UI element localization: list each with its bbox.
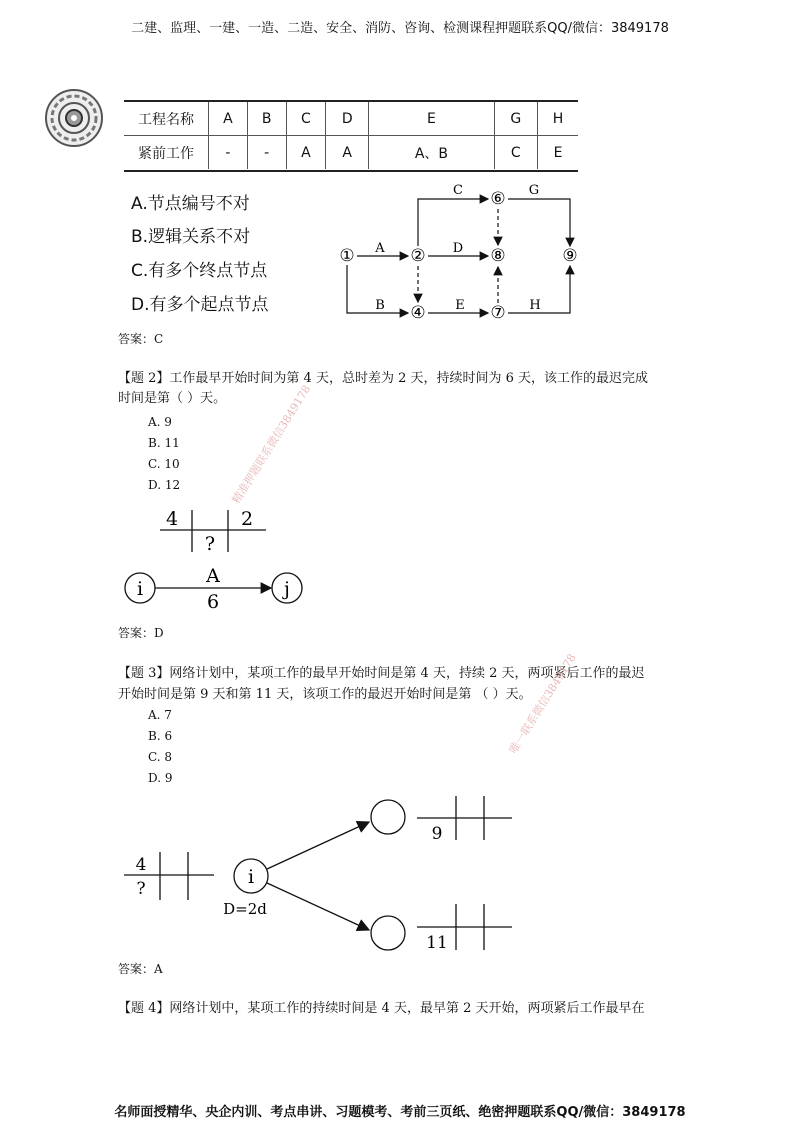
q1-option-b: B.逻辑关系不对: [131, 227, 251, 247]
node-7: ⑦: [490, 303, 506, 323]
predecessor-table: [124, 102, 578, 170]
q2-answer: 答案：D: [118, 626, 164, 640]
unknown-value: ?: [204, 533, 216, 555]
node-j-label: j: [284, 578, 290, 600]
successor-node-2: [371, 916, 405, 950]
q1-option-c: C.有多个终点节点: [131, 261, 268, 281]
table-cell: 紧前工作: [138, 145, 194, 162]
q1-option-a: A.节点编号不对: [131, 194, 250, 214]
table-row: [124, 136, 578, 170]
q3-stem-line1: 【题 3】网络计划中，某项工作的最早开始时间是第 4 天，持续 2 天，两项紧后工作的最迟: [118, 666, 645, 681]
table-cell: A: [286, 136, 326, 170]
node-i-label: i: [247, 866, 255, 888]
activity-duration: 6: [206, 591, 220, 612]
q3-option-c: C. 8: [148, 750, 173, 764]
q4-stem-line1: 【题 4】网络计划中，某项工作的持续时间是 4 天，最早第 2 天开始，两项紧后工作最早在: [118, 1001, 645, 1016]
es-value: 4: [135, 855, 147, 875]
table-cell: H: [538, 102, 578, 136]
q3-network-diagram: [120, 792, 520, 954]
q2-time-diagram: [120, 502, 310, 612]
q2-option-d: D. 12: [148, 478, 181, 492]
page-header: 二建、监理、一建、一造、二造、安全、消防、咨询、检测课程押题联系QQ/微信：3849178: [131, 21, 669, 36]
node-9: ⑨: [562, 246, 578, 266]
node-6: ⑥: [490, 189, 506, 209]
activity-name: A: [206, 565, 220, 587]
ornamental-seal-icon: [44, 88, 104, 148]
table-cell: A: [326, 136, 369, 170]
label-b: B: [375, 298, 385, 313]
watermark-1: 精准押题联系微信3849178: [229, 382, 314, 506]
table-cell: C: [286, 102, 326, 136]
table-cell: D: [326, 102, 369, 136]
arrow-to-successor-1: [267, 822, 369, 869]
q3-option-b: B. 6: [148, 729, 173, 743]
node-2: ②: [410, 246, 426, 266]
label-c: C: [453, 183, 463, 198]
arrow-to-successor-2: [267, 883, 369, 930]
node-i-label: i: [136, 578, 144, 600]
q2-stem-line1: 【题 2】工作最早开始时间为第 4 天，总时差为 2 天，持续时间为 6 天，该工作的最迟完成: [118, 371, 649, 386]
ls-value-1: 9: [431, 824, 443, 844]
unknown-value: ?: [136, 879, 146, 899]
q2-option-a: A. 9: [148, 415, 172, 429]
q1-answer: 答案：C: [118, 332, 164, 346]
page-footer: 名师面授精华、央企内训、考点串讲、习题模考、考前三页纸、绝密押题联系QQ/微信：3849178: [114, 1105, 686, 1120]
es-value: 4: [165, 508, 179, 530]
edge-c: [418, 199, 488, 246]
table-cell: A、B: [369, 136, 494, 170]
table-cell: B: [247, 102, 286, 136]
node-4: ④: [410, 303, 426, 323]
ls-value-2: 11: [426, 933, 448, 953]
q3-option-d: D. 9: [148, 771, 173, 785]
q3-option-a: A. 7: [148, 708, 172, 722]
label-a: A: [375, 241, 385, 256]
label-e: E: [455, 298, 465, 313]
q1-network-diagram: [330, 180, 580, 328]
label-h: H: [529, 298, 541, 313]
table-cell: G: [494, 102, 537, 136]
label-g: G: [528, 183, 540, 198]
watermark-2: 唯一联系微信3849178: [506, 651, 579, 756]
table-cell: E: [538, 136, 578, 170]
q2-option-b: B. 11: [148, 436, 180, 450]
node-8: ⑧: [490, 246, 506, 266]
table-cell: 工程名称: [124, 102, 209, 136]
table-cell: -: [209, 136, 248, 170]
table-row: [124, 102, 578, 136]
table-cell: E: [369, 102, 494, 136]
table-cell: -: [247, 136, 286, 170]
label-d: D: [452, 241, 464, 256]
successor-node-1: [371, 800, 405, 834]
q2-option-c: C. 10: [148, 457, 180, 471]
node-1: ①: [339, 246, 355, 266]
table-bottom-rule: [124, 170, 578, 172]
q3-answer: 答案：A: [118, 962, 163, 976]
table-cell: A: [209, 102, 248, 136]
tf-value: 2: [240, 508, 254, 530]
q2-stem-line2: 时间是第（ ）天。: [118, 391, 227, 406]
q1-option-d: D.有多个起点节点: [131, 295, 269, 315]
q3-stem-line2: 开始时间是第 9 天和第 11 天，该项工作的最迟开始时间是第 （ ）天。: [118, 687, 532, 702]
duration-label: D=2d: [223, 900, 267, 918]
table-cell: C: [494, 136, 537, 170]
edge-g: [508, 199, 570, 246]
